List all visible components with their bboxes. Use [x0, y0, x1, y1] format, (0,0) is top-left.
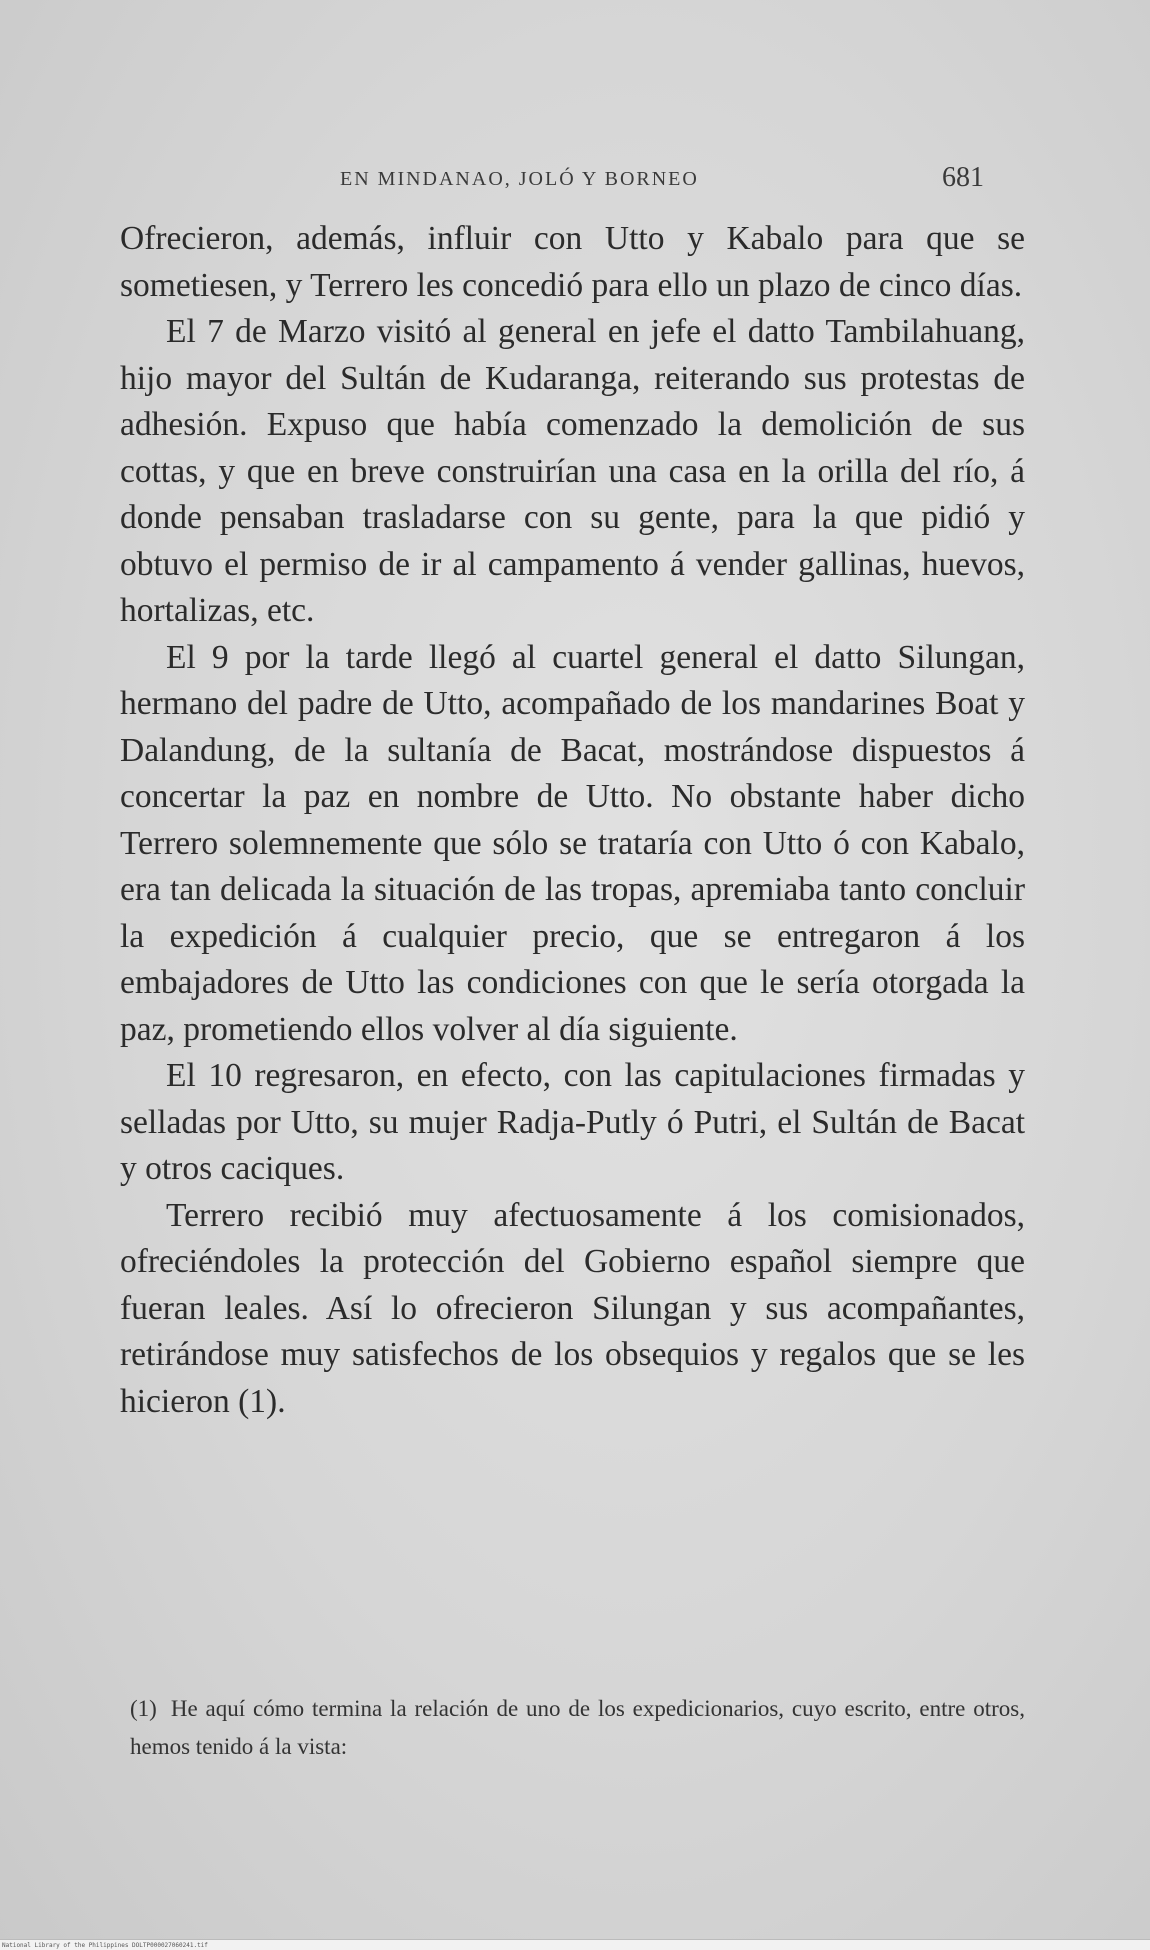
running-title: EN MINDANAO, JOLÓ Y BORNEO: [340, 168, 699, 190]
paragraph-5: Terrero recibió muy afectuosamente á los comisionados, ofreciéndoles la protección del Gobierno español siempre que fueran leales. Así lo ofrecieron Silungan y sus acompañantes, retirándose muy satisfechos de los obsequios y regalos que se les hicieron (1).: [120, 1196, 1025, 1420]
paragraph-1: Ofrecieron, además, influir con Utto y Kabalo para que se sometiesen, y Terrero les concedió para ello un plazo de cinco días.: [120, 220, 1025, 304]
page-number: 681: [942, 162, 984, 193]
paragraph-3: El 9 por la tarde llegó al cuartel general el datto Silungan, hermano del padre de Utto, acompañado de los mandarines Boat y Dalandung, de la sultanía de Bacat, mostrándose dispuestos á concertar la paz en nombre de Utto. No obstante haber dicho Terrero solemnemente que sólo se trataría con Utto ó con Kabalo, era tan delicada la situación de las tropas, apremiaba tanto concluir la expedición á cualquier precio, que se entregaron á los embajadores de Utto las condiciones con que le sería otorgada la paz, prometiendo ellos volver al día siguiente.: [120, 638, 1025, 1048]
footnote-text: He aquí cómo termina la relación de uno de los expedicionarios, cuyo escrito, entre otros, hemos tenido á la vista:: [130, 1696, 1025, 1759]
paragraph-2: El 7 de Marzo visitó al general en jefe el datto Tambilahuang, hijo mayor del Sultán de Kudaranga, reiterando sus protestas de adhesión. Expuso que había comenzado la demolición de sus cottas, y que en breve construirían una casa en la orilla del río, á donde pensaban trasladarse con su gente, para la que pidió y obtuvo el permiso de ir al campamento á vender gallinas, huevos, hortalizas, etc.: [120, 313, 1025, 629]
paragraph-4: El 10 regresaron, en efecto, con las capitulaciones firmadas y selladas por Utto, su mujer Radja-Putly ó Putri, el Sultán de Bacat y otros caciques.: [120, 1057, 1025, 1187]
footnote-marker: (1): [130, 1696, 157, 1721]
footnote: [130, 1690, 1025, 1766]
scan-label: National Library of the Philippines DOLTP000027060241.tif: [2, 1942, 208, 1949]
page-header: [120, 162, 1020, 202]
scan-info-strip: [0, 1939, 1150, 1950]
body-text: [120, 216, 1025, 1425]
